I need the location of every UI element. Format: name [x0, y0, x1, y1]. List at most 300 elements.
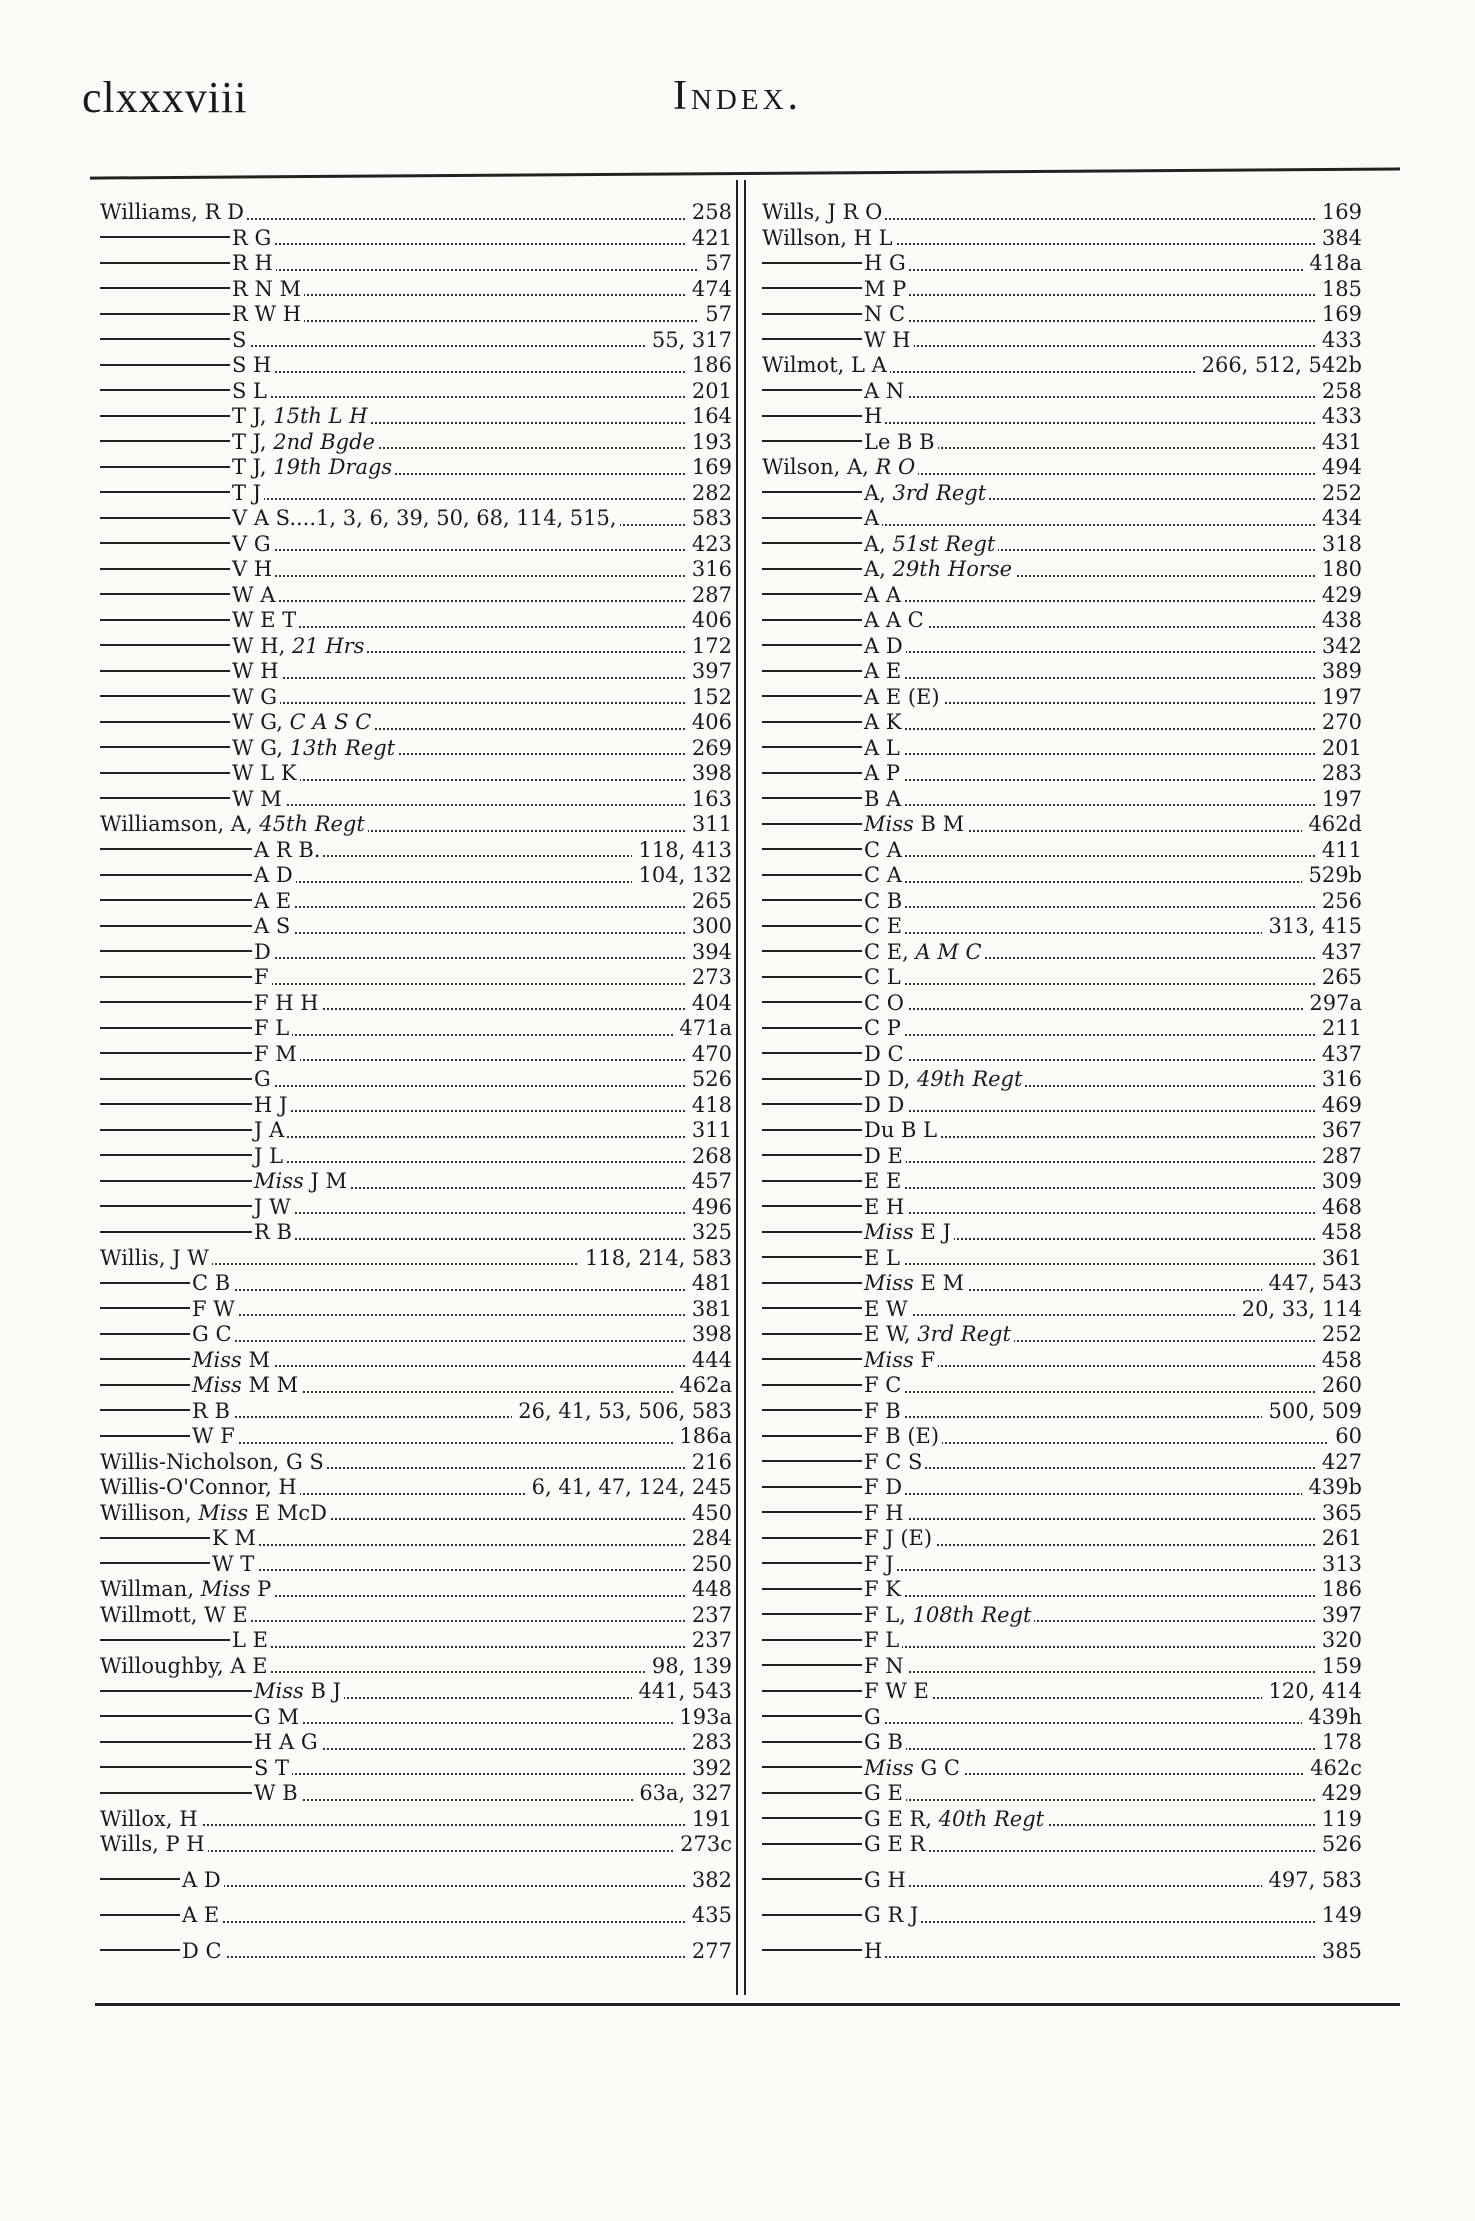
page-ref: 258	[1316, 379, 1362, 405]
ditto-dash	[762, 1078, 862, 1080]
ditto-dash	[100, 568, 230, 570]
ditto-dash	[100, 721, 230, 723]
page-ref: 427	[1316, 1450, 1362, 1476]
page-ref: 382	[686, 1868, 732, 1894]
index-entry	[100, 583, 732, 609]
index-entry	[100, 200, 732, 226]
page-ref: 462a	[673, 1373, 732, 1399]
index-entry	[100, 1603, 732, 1629]
top-rule	[90, 167, 1400, 179]
ditto-dash	[762, 1949, 862, 1951]
index-entry	[100, 1756, 732, 1782]
ditto-dash	[762, 695, 862, 697]
ditto-dash	[762, 1231, 862, 1233]
ditto-dash	[762, 721, 862, 723]
ditto-dash	[100, 262, 230, 264]
ditto-dash	[762, 1205, 862, 1207]
entry-qualifier: 21 Hrs	[291, 633, 365, 658]
index-entry	[100, 1781, 732, 1807]
ditto-dash	[100, 1384, 190, 1386]
index-entry	[762, 685, 1362, 711]
page-ref: 282	[686, 481, 732, 507]
page-ref: 397	[1316, 1603, 1362, 1629]
entry-name: A,	[864, 531, 893, 556]
entry-name: Williamson, A,	[100, 812, 260, 836]
index-entry	[100, 1373, 732, 1399]
index-entry	[762, 1577, 1362, 1603]
entry-name: F H	[864, 1500, 904, 1525]
entry-name: K M	[212, 1526, 256, 1550]
entry-name: A	[864, 506, 880, 530]
entry-name: G E R,	[864, 1806, 939, 1831]
entry-name: C E,	[864, 939, 916, 964]
column-divider-left	[736, 180, 738, 1995]
page-ref: 458	[1316, 1348, 1362, 1374]
entry-name: A N	[864, 378, 905, 403]
page-ref: 172	[686, 634, 732, 660]
entry-name: A P	[864, 761, 900, 785]
ditto-dash	[762, 593, 862, 595]
ditto-dash	[762, 1511, 862, 1513]
entry-name: D	[254, 939, 271, 964]
ditto-dash	[762, 1460, 862, 1462]
index-entry	[100, 226, 732, 252]
entry-name: E L	[864, 1245, 900, 1270]
ditto-dash	[762, 1129, 862, 1131]
page-ref: 423	[686, 532, 732, 558]
page-ref: 159	[1316, 1654, 1362, 1680]
index-entry	[100, 328, 732, 354]
entry-name: Willmott, W E	[100, 1602, 248, 1627]
index-entry	[100, 634, 732, 660]
ditto-dash	[762, 1588, 862, 1590]
ditto-dash	[762, 287, 862, 289]
index-entry	[762, 1475, 1362, 1501]
entry-name: V A S....1, 3, 6, 39, 50, 68, 114, 515,	[232, 506, 617, 530]
entry-name-suffix: E McD	[248, 1500, 327, 1525]
page-ref: 258	[686, 200, 732, 226]
entry-name: F W E	[864, 1679, 929, 1703]
ditto-dash	[100, 364, 230, 366]
index-entry	[762, 1271, 1362, 1297]
page-ref: 60	[1329, 1424, 1362, 1450]
index-entry	[100, 685, 732, 711]
page-ref: 406	[686, 608, 732, 634]
page-ref: 63a, 327	[633, 1781, 732, 1807]
ditto-dash	[100, 1180, 252, 1182]
ditto-dash	[100, 338, 230, 340]
entry-name: W G,	[232, 735, 290, 760]
page-ref: 311	[686, 1118, 732, 1144]
index-column-right	[762, 200, 1362, 1964]
page-ref: 287	[1316, 1144, 1362, 1170]
entry-prefix: Miss	[864, 1347, 914, 1372]
entry-name: D D	[864, 1092, 905, 1117]
index-entry	[100, 1939, 732, 1965]
ditto-dash	[762, 1384, 862, 1386]
index-entry	[762, 1807, 1362, 1833]
index-entry	[100, 302, 732, 328]
page-ref: 164	[686, 404, 732, 430]
index-entry	[762, 1903, 1362, 1929]
ditto-dash	[100, 1052, 252, 1054]
entry-name: F	[913, 1347, 936, 1372]
entry-name: R B	[254, 1220, 292, 1244]
index-entry	[100, 1526, 732, 1552]
entry-name: W T	[212, 1551, 255, 1576]
entry-name: R N M	[232, 276, 302, 301]
page-ref: 421	[686, 226, 732, 252]
index-entry	[762, 838, 1362, 864]
ditto-dash	[762, 1664, 862, 1666]
ditto-dash	[762, 1052, 862, 1054]
index-entry	[100, 1903, 732, 1929]
entry-name: F L,	[864, 1602, 913, 1627]
ditto-dash	[100, 440, 230, 442]
ditto-dash	[100, 746, 230, 748]
index-entry	[100, 557, 732, 583]
entry-name: E H	[864, 1194, 905, 1219]
entry-qualifier: 45th Regt	[259, 812, 365, 836]
entry-name: J M	[303, 1169, 348, 1193]
entry-name: H	[864, 1938, 883, 1963]
page-ref: 389	[1316, 659, 1362, 685]
index-entry	[762, 1679, 1362, 1705]
ditto-dash	[100, 313, 230, 315]
entry-name: S T	[254, 1755, 290, 1780]
index-entry	[100, 1730, 732, 1756]
index-entry	[762, 812, 1362, 838]
ditto-dash	[100, 1307, 190, 1309]
entry-qualifier: 108th Regt	[912, 1602, 1032, 1627]
entry-name: E W	[864, 1296, 908, 1321]
ditto-dash	[100, 1878, 180, 1880]
index-entry	[100, 787, 732, 813]
entry-name: J L	[254, 1143, 284, 1168]
entry-name: M M	[241, 1373, 299, 1397]
ditto-dash	[762, 440, 862, 442]
entry-name: G	[864, 1704, 881, 1729]
ditto-dash	[100, 1078, 252, 1080]
ditto-dash	[762, 823, 862, 825]
index-entry	[762, 506, 1362, 532]
entry-name: F C	[864, 1373, 902, 1397]
entry-name: D D,	[864, 1067, 917, 1091]
index-entry	[100, 1195, 732, 1221]
ditto-dash	[100, 236, 230, 238]
index-entry	[762, 1781, 1362, 1807]
entry-name: R B	[192, 1398, 230, 1423]
page-ref: 458	[1316, 1220, 1362, 1246]
ditto-dash	[762, 491, 862, 493]
entry-name: A E (E)	[864, 684, 940, 709]
entry-qualifier: 29th Horse	[892, 557, 1013, 581]
index-entry	[100, 1169, 732, 1195]
ditto-dash	[762, 848, 862, 850]
entry-qualifier: 19th Drags	[273, 455, 393, 479]
index-entry	[100, 1220, 732, 1246]
page-ref: 152	[686, 685, 732, 711]
entry-name: E J	[913, 1220, 951, 1244]
ditto-dash	[762, 1817, 862, 1819]
page-ref: 481	[686, 1271, 732, 1297]
page-ref: 316	[686, 557, 732, 583]
page-ref: 469	[1316, 1093, 1362, 1119]
ditto-dash	[100, 1715, 252, 1717]
index-entry	[762, 277, 1362, 303]
ditto-dash	[762, 1537, 862, 1539]
page-ref: 316	[1316, 1067, 1362, 1093]
entry-name: Willson, H L	[762, 225, 893, 250]
page-ref: 191	[686, 1807, 732, 1833]
index-entry	[762, 1042, 1362, 1068]
ditto-dash	[762, 644, 862, 646]
index-entry	[100, 965, 732, 991]
entry-qualifier: Miss	[198, 1500, 249, 1525]
entry-name: A A	[864, 582, 902, 607]
index-entry	[100, 430, 732, 456]
entry-name: W L K	[232, 761, 297, 785]
ditto-dash	[762, 1027, 862, 1029]
ditto-dash	[762, 1333, 862, 1335]
entry-name: F B (E)	[864, 1424, 940, 1448]
entry-name: W M	[232, 786, 282, 811]
page-ref: 318	[1316, 532, 1362, 558]
entry-name: J A	[254, 1118, 285, 1142]
entry-name: Wills, P H	[100, 1832, 205, 1856]
entry-name: M	[241, 1347, 270, 1372]
index-entry	[100, 1322, 732, 1348]
ditto-dash	[100, 1129, 252, 1131]
page-ref: 441, 543	[632, 1679, 732, 1705]
entry-name: Willox, H	[100, 1806, 198, 1831]
entry-name: Wilmot, L A	[762, 353, 887, 377]
entry-prefix: Miss	[864, 1755, 914, 1780]
page-ref: 216	[686, 1450, 732, 1476]
index-entry	[762, 1093, 1362, 1119]
index-entry	[100, 379, 732, 405]
entry-name: L E	[232, 1628, 268, 1652]
ditto-dash	[762, 1843, 862, 1845]
page-ref: 384	[1316, 226, 1362, 252]
entry-name: Du B L	[864, 1118, 938, 1142]
page-ref: 529b	[1302, 863, 1362, 889]
index-entry	[100, 1297, 732, 1323]
index-entry	[100, 736, 732, 762]
ditto-dash	[100, 1949, 180, 1951]
entry-name: E M	[913, 1271, 964, 1295]
ditto-dash	[100, 772, 230, 774]
entry-name: F	[254, 965, 269, 989]
page-ref: 104, 132	[632, 863, 732, 889]
entry-name: V G	[232, 531, 271, 556]
entry-name: F L	[864, 1628, 900, 1652]
index-entry	[762, 1705, 1362, 1731]
page-ref: 169	[1316, 302, 1362, 328]
ditto-dash	[762, 1914, 862, 1916]
index-entry	[762, 1016, 1362, 1042]
ditto-dash	[100, 1001, 252, 1003]
entry-name: A,	[864, 480, 893, 505]
page-ref: 265	[1316, 965, 1362, 991]
ditto-dash	[762, 313, 862, 315]
page-ref: 178	[1316, 1730, 1362, 1756]
entry-name: A S	[254, 914, 291, 938]
ditto-dash	[762, 338, 862, 340]
index-entry	[100, 1144, 732, 1170]
ditto-dash	[100, 1766, 252, 1768]
page-ref: 429	[1316, 583, 1362, 609]
index-entry	[762, 1628, 1362, 1654]
index-entry	[762, 965, 1362, 991]
ditto-dash	[762, 517, 862, 519]
ditto-dash	[100, 1690, 252, 1692]
entry-name: T J,	[232, 404, 274, 428]
entry-qualifier: 13th Regt	[289, 735, 396, 760]
page-ref: 120, 414	[1262, 1679, 1362, 1705]
entry-name: W F	[192, 1424, 235, 1448]
index-entry	[100, 889, 732, 915]
ditto-dash	[762, 746, 862, 748]
index-entry	[762, 1297, 1362, 1323]
index-entry	[100, 277, 732, 303]
index-entry	[100, 608, 732, 634]
page-ref: 197	[1316, 685, 1362, 711]
index-entry	[100, 1093, 732, 1119]
ditto-dash	[762, 670, 862, 672]
ditto-dash	[100, 1027, 252, 1029]
ditto-dash	[100, 1409, 190, 1411]
ditto-dash	[762, 874, 862, 876]
bottom-rule	[95, 2003, 1400, 2006]
index-entry	[100, 481, 732, 507]
page-ref: 284	[686, 1526, 732, 1552]
page-ref: 470	[686, 1042, 732, 1068]
index-entry	[762, 1450, 1362, 1476]
page-ref: 429	[1316, 1781, 1362, 1807]
entry-name: F B	[864, 1398, 901, 1423]
page-ref: 186a	[673, 1424, 732, 1450]
page-ref: 418	[686, 1093, 732, 1119]
ditto-dash	[762, 1766, 862, 1768]
index-entry	[100, 1577, 732, 1603]
page-ref: 149	[1316, 1903, 1362, 1929]
index-entry	[762, 226, 1362, 252]
entry-name: T J,	[232, 455, 274, 479]
page-ref: 320	[1316, 1628, 1362, 1654]
entry-name: S	[232, 327, 247, 352]
page-ref: 169	[1316, 200, 1362, 226]
index-entry	[100, 251, 732, 277]
ditto-dash	[100, 1358, 190, 1360]
index-entry	[762, 1195, 1362, 1221]
page-ref: 437	[1316, 1042, 1362, 1068]
index-entry	[100, 1067, 732, 1093]
ditto-dash	[100, 491, 230, 493]
entry-name: C A	[864, 837, 902, 862]
index-entry	[100, 761, 732, 787]
index-entry	[762, 379, 1362, 405]
page-ref: 404	[686, 991, 732, 1017]
index-entry	[762, 1220, 1362, 1246]
index-entry	[762, 1939, 1362, 1965]
ditto-dash	[100, 389, 230, 391]
entry-name: Willis, J W	[100, 1245, 209, 1270]
ditto-dash	[762, 1435, 862, 1437]
index-entry	[100, 659, 732, 685]
entry-name: W B	[254, 1781, 298, 1805]
page-ref: 462c	[1304, 1756, 1362, 1782]
index-entry	[100, 914, 732, 940]
index-entry	[100, 1016, 732, 1042]
index-entry	[762, 914, 1362, 940]
ditto-dash	[762, 262, 862, 264]
entry-name: Willison,	[100, 1500, 199, 1525]
entry-name: Wills, J R O	[762, 200, 883, 224]
index-entry	[762, 1730, 1362, 1756]
entry-name: F J (E)	[864, 1526, 933, 1550]
index-entry	[100, 1679, 732, 1705]
entry-name: R W H	[232, 302, 302, 326]
entry-qualifier: 15th L H	[273, 404, 368, 428]
page-ref: 450	[686, 1501, 732, 1527]
entry-name: W A	[232, 582, 276, 607]
index-entry	[762, 863, 1362, 889]
page-ref: 325	[686, 1220, 732, 1246]
page-ref: 237	[686, 1628, 732, 1654]
entry-qualifier: 40th Regt	[938, 1806, 1045, 1831]
ditto-dash	[100, 925, 252, 927]
index-entry	[762, 1067, 1362, 1093]
index-entry	[762, 1501, 1362, 1527]
entry-name: C E	[864, 914, 903, 938]
entry-name: R H	[232, 251, 273, 275]
page-ref: 342	[1316, 634, 1362, 660]
page-number: clxxxviii	[82, 73, 248, 122]
ditto-dash	[100, 976, 252, 978]
index-entry	[762, 353, 1362, 379]
index-entry	[762, 1832, 1362, 1858]
ditto-dash	[100, 848, 252, 850]
entry-name: W G	[232, 684, 278, 709]
index-entry	[762, 1424, 1362, 1450]
page-ref: 283	[686, 1730, 732, 1756]
index-entry	[762, 1322, 1362, 1348]
index-entry	[762, 787, 1362, 813]
index-entry	[100, 404, 732, 430]
index-entry	[100, 1399, 732, 1425]
index-entry	[762, 1756, 1362, 1782]
page-ref: 361	[1316, 1246, 1362, 1272]
ditto-dash	[100, 517, 230, 519]
ditto-dash	[100, 1282, 190, 1284]
index-entry	[100, 1868, 732, 1894]
page-ref: 185	[1316, 277, 1362, 303]
ditto-dash	[762, 950, 862, 952]
ditto-dash	[100, 670, 230, 672]
index-entry	[100, 1246, 732, 1272]
page-ref: 583	[686, 506, 732, 532]
entry-prefix: Miss	[864, 1271, 914, 1295]
entry-name: A D	[182, 1867, 221, 1892]
index-entry	[762, 1373, 1362, 1399]
entry-qualifier: R O	[875, 455, 916, 479]
index-entry	[100, 1118, 732, 1144]
page-ref: 260	[1316, 1373, 1362, 1399]
page-ref: 398	[686, 1322, 732, 1348]
index-entry	[100, 506, 732, 532]
page-ref: 444	[686, 1348, 732, 1374]
